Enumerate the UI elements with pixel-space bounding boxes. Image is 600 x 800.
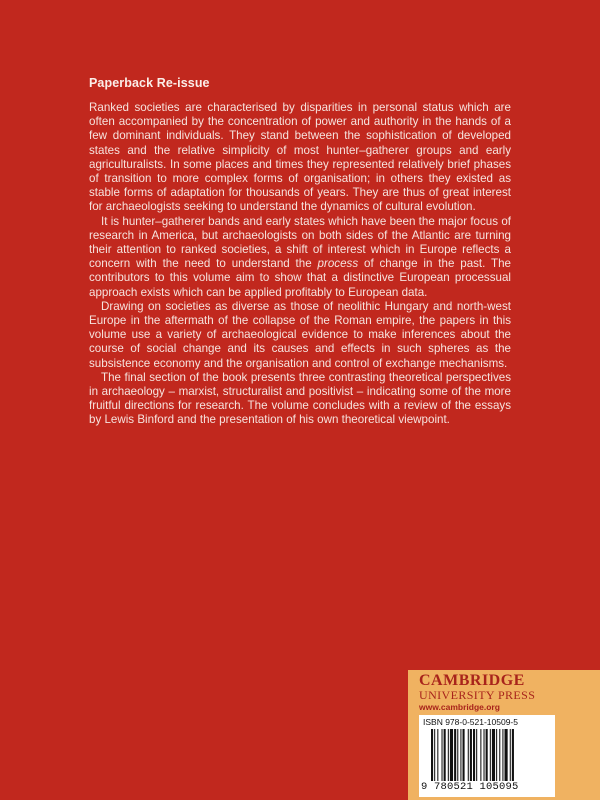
blurb-paragraph-2 <box>89 215 511 300</box>
isbn-digits: 9 780521 105095 <box>421 781 519 793</box>
publisher-subtitle: UNIVERSITY PRESS <box>419 688 536 702</box>
blurb-paragraph-4: The final section of the book presents three contrasting theoretical perspectives in archaeology – marxist, structuralist and positivist – indicating some of the more fruitful directions for research. The volume concludes with a review of the essays by Lewis Binford and the presentation of his own theoretical viewpoint. <box>89 370 511 427</box>
blurb-heading: Paperback Re-issue <box>89 76 210 90</box>
blurb-paragraph-2-part-b: of change in the past. The contributors to this volume aim to show that a distinctive European processual approach exists which can be applied profitably to European data. <box>89 257 511 299</box>
barcode-icon <box>431 729 551 781</box>
publisher-url: www.cambridge.org <box>419 702 500 712</box>
barcode-panel <box>419 715 555 797</box>
blurb-paragraph-3: Drawing on societies as diverse as those of neolithic Hungary and north-west Europe in the aftermath of the collapse of the Roman empire, the papers in this volume use a variety of archaeological evidence to make inferences about the course of social change and its causes and effects in such spheres as the subsistence economy and the organisation and control of exchange mechanisms. <box>89 299 511 370</box>
isbn-label: ISBN 978-0-521-10509-5 <box>423 717 518 727</box>
blurb-paragraph-2-part-a: It is hunter–gatherer bands and early states which have been the major focus of research in America, but archaeologists on both sides of the Atlantic are turning their attention to ranked societies, a shift of interest which in Europe reflects a concern with the need to understand the <box>89 214 511 271</box>
blurb <box>89 76 511 428</box>
blurb-paragraph-2-emphasis: process <box>317 257 359 271</box>
publisher-name: CAMBRIDGE <box>419 672 525 689</box>
publisher-logo <box>419 672 535 712</box>
blurb-paragraph-1: Ranked societies are characterised by disparities in personal status which are often accompanied by the concentration of power and authority in the hands of a few dominant individuals. They stand between the sophistication of developed states and the relative simplicity of most hunter–gatherer groups and early agriculturalists. In some places and times they represented relatively brief phases of transition to more complex forms of organisation; in others they existed as stable forms of adaptation for thousands of years. They are thus of great interest for archaeologists seeking to understand the dynamics of cultural evolution. <box>89 101 511 214</box>
